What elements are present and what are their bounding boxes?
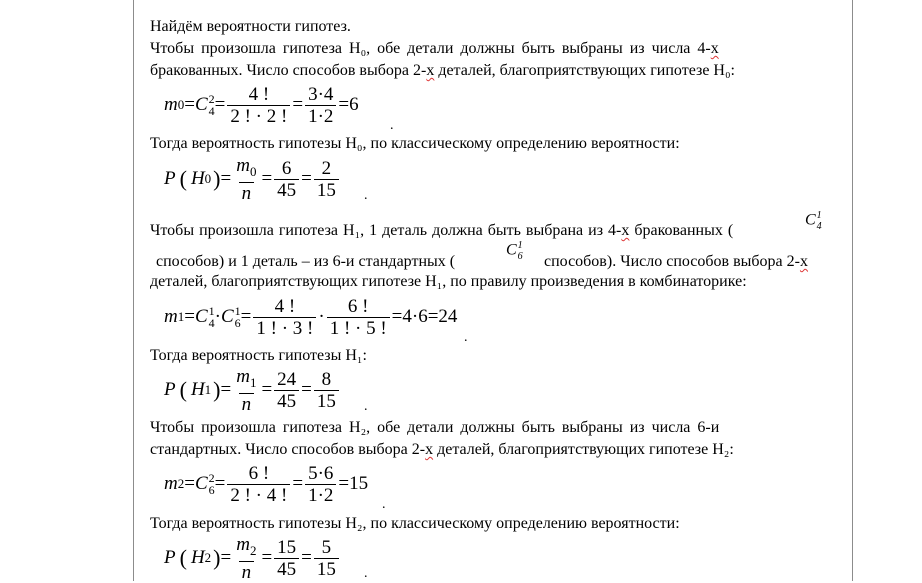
eq-p1-frac1: $\frac{m_1}{n}$ xyxy=(236,365,257,415)
p-h1-text: Тогда вероятность гипотезы H₁: xyxy=(150,347,367,364)
eq-p2-frac2: $\frac{15}{45}$ xyxy=(274,537,299,580)
p-h2-text: Тогда вероятность гипотезы H₂, по классическому определению вероятности: xyxy=(150,515,680,532)
eq-p1-frac3: $\frac{8}{15}$ xyxy=(314,369,339,412)
eq-p0-period: . xyxy=(364,188,368,203)
spellcheck-word[interactable]: х xyxy=(710,40,719,57)
text-line-h1-product xyxy=(150,273,747,291)
text-line-h1-ways-b xyxy=(544,253,808,271)
eq-p0-h-sub: 0 xyxy=(204,171,212,186)
spellcheck-word[interactable]: х xyxy=(799,253,808,270)
equation-m0: m 0 = C 2 4 = $\frac{4 !}{2 ! \cdot 2 !}$ = $\frac{3\cdot 4}{1\cdot 2}$ = 6 xyxy=(164,83,359,127)
equation-m1: m 1 = C 1 4 · C 1 6 = $\frac{4 !}{1 ! \cdot 3 !}$ · $\frac{6 !}{1 ! \cdot 5 !}$ =4·6=24 xyxy=(164,295,458,339)
text-line-p-h0 xyxy=(150,135,680,153)
inline-c6-1: C 1 6 xyxy=(506,240,523,262)
equation-m2: m 2 = C 2 6 = $\frac{6 !}{2 ! \cdot 4 !}$ = $\frac{5\cdot 6}{1\cdot 2}$ = 15 xyxy=(164,462,369,506)
eq-p1-h-sub: 1 xyxy=(204,382,212,397)
text-line-h2-ways xyxy=(150,441,734,459)
spellcheck-word[interactable]: х xyxy=(621,222,630,239)
equation-p-h2: P ( H 2 ) = $\frac{m_2}{n}$ = $\frac{15}{45}$ = $\frac{5}{15}$ xyxy=(164,533,341,583)
h2-condition-text: Чтобы произошла гипотеза H₂, обе детали должны быть выбраны из числа 6-и xyxy=(150,419,720,436)
eq-m2-period: . xyxy=(382,497,386,512)
eq-p2-period: . xyxy=(364,566,368,581)
h1-condition-text-a: Чтобы произошла гипотеза H₁, 1 деталь должна быть выбрана из 4- xyxy=(150,222,622,239)
eq-m0-c-indices: 2 4 xyxy=(208,92,215,118)
eq-p2-p: P xyxy=(164,547,176,568)
h1-product-text: деталей, благоприятствующих гипотезе H₁, по правилу произведения в комбинаторике: xyxy=(150,273,747,290)
h1-ways-text-b: способов). Число способов выбора 2- xyxy=(544,253,800,270)
eq-p1-period: . xyxy=(364,399,368,414)
eq-p2-frac3: $\frac{5}{15}$ xyxy=(314,537,339,580)
eq-m2-frac1: $\frac{6 !}{2 ! \cdot 4 !}$ xyxy=(227,463,290,506)
eq-p1-p: P xyxy=(164,379,176,400)
h0-ways-text-c: деталей, благоприятствующих гипотезе H₀: xyxy=(434,62,735,79)
h1-ways-text-a: способов) и 1 деталь – из 6-и стандартных ( xyxy=(156,253,456,270)
text-line-intro xyxy=(150,18,351,36)
equation-p-h0: P ( H 0 ) = $\frac{m_0}{n}$ = $\frac{6}{45}$ = $\frac{2}{15}$ xyxy=(164,154,341,204)
eq-p2-h: H xyxy=(190,547,205,568)
eq-p0-frac3: $\frac{2}{15}$ xyxy=(314,158,339,201)
text-line-h1-condition xyxy=(150,222,733,240)
eq-m1-frac2: $\frac{6 !}{1 ! \cdot 5 !}$ xyxy=(327,296,390,339)
eq-p0-frac1: $\frac{m_0}{n}$ xyxy=(236,154,257,204)
eq-m0-lhs: m xyxy=(164,94,178,115)
eq-m1-c2: C xyxy=(220,306,234,327)
eq-p2-h-sub: 2 xyxy=(204,550,212,565)
h0-condition-text: Чтобы произошла гипотеза H₀, обе детали должны быть выбраны из числа 4- xyxy=(150,40,711,57)
eq-m2-lhs-sub: 2 xyxy=(177,476,185,491)
text-line-p-h1 xyxy=(150,347,367,365)
eq-p0-h: H xyxy=(190,168,205,189)
eq-p0-p: P xyxy=(164,168,176,189)
eq-m2-c-indices: 2 6 xyxy=(208,471,215,497)
text-line-h1-ways-a xyxy=(156,253,455,271)
eq-m1-lhs-sub: 1 xyxy=(177,309,185,324)
eq-m0-lhs-sub: 0 xyxy=(177,97,185,112)
text-line-h2-condition xyxy=(150,419,719,437)
eq-m1-frac1: $\frac{4 !}{1 ! \cdot 3 !}$ xyxy=(253,296,316,339)
inline-c4-1: C 1 4 xyxy=(805,210,822,232)
spellcheck-word[interactable]: х xyxy=(426,62,435,79)
eq-p1-h: H xyxy=(190,379,205,400)
h2-ways-text-a: стандартных. Число способов выбора 2- xyxy=(150,441,426,458)
eq-m2-lhs: m xyxy=(164,473,178,494)
eq-m1-c1: C xyxy=(194,306,208,327)
eq-m0-period: . xyxy=(390,118,394,133)
eq-m1-c2-indices: 1 6 xyxy=(234,304,241,330)
eq-m1-period: . xyxy=(464,330,468,345)
eq-m0-result: 6 xyxy=(349,94,359,115)
h1-condition-text-c: бракованных ( xyxy=(629,222,734,239)
eq-m0-frac2: $\frac{3\cdot 4}{1\cdot 2}$ xyxy=(305,84,336,127)
h0-ways-text-a: бракованных. Число способов выбора 2- xyxy=(150,62,427,79)
equation-p-h1: P ( H 1 ) = $\frac{m_1}{n}$ = $\frac{24}{45}$ = $\frac{8}{15}$ xyxy=(164,365,341,415)
eq-m2-frac2: $\frac{5\cdot 6}{1\cdot 2}$ xyxy=(305,463,336,506)
eq-m0-frac1: $\frac{4 !}{2 ! \cdot 2 !}$ xyxy=(227,84,290,127)
spellcheck-word[interactable]: х xyxy=(425,441,434,458)
p-h0-text: Тогда вероятность гипотезы H₀, по классическому определению вероятности: xyxy=(150,135,680,152)
text-line-p-h2 xyxy=(150,515,680,533)
eq-p0-frac2: $\frac{6}{45}$ xyxy=(274,158,299,201)
eq-m0-c: C xyxy=(194,94,208,115)
eq-m1-c1-indices: 1 4 xyxy=(208,304,215,330)
eq-m2-result: 15 xyxy=(349,473,369,494)
eq-p2-frac1: $\frac{m_2}{n}$ xyxy=(236,533,257,583)
h2-ways-text-c: деталей, благоприятствующих гипотезе H₂: xyxy=(433,441,734,458)
eq-p1-frac2: $\frac{24}{45}$ xyxy=(274,369,299,412)
eq-m1-result: =4·6=24 xyxy=(391,306,458,327)
eq-m2-c: C xyxy=(194,473,208,494)
text-line-h0-condition xyxy=(150,40,719,58)
intro-text: Найдём вероятности гипотез. xyxy=(150,18,351,35)
text-line-h0-ways xyxy=(150,62,735,80)
eq-m1-lhs: m xyxy=(164,306,178,327)
